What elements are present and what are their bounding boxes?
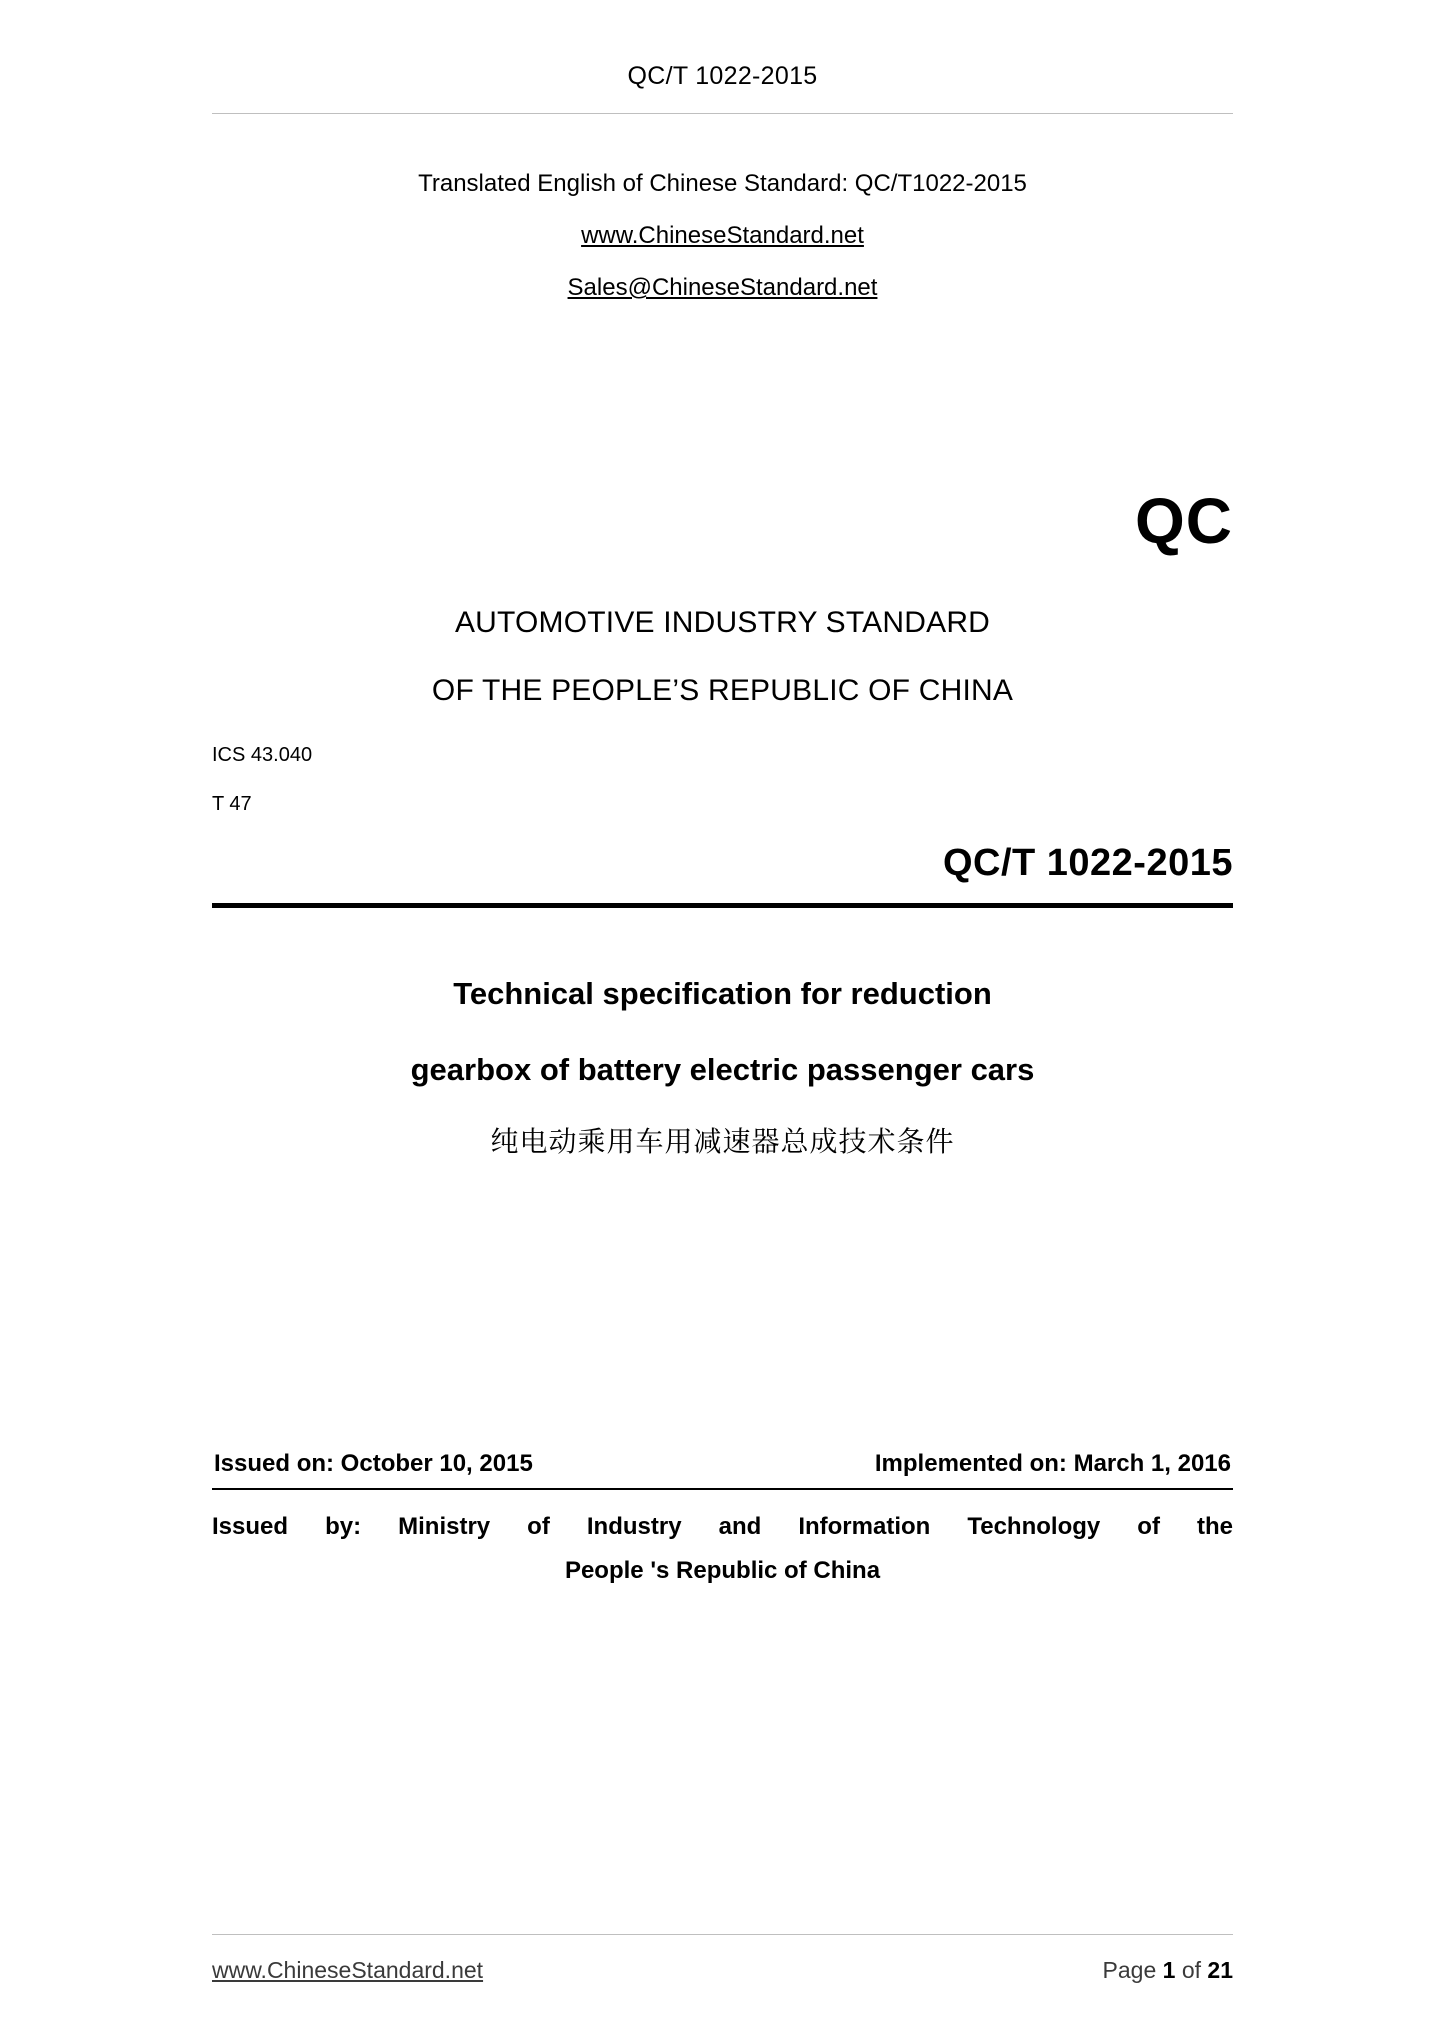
standard-number: QC/T 1022-2015	[942, 842, 1233, 884]
header-divider	[212, 113, 1233, 114]
page-total: 21	[1207, 1957, 1233, 1983]
document-title-line-2: gearbox of battery electric passenger cars	[410, 1052, 1035, 1087]
standard-body-line-1: AUTOMOTIVE INDUSTRY STANDARD	[454, 606, 991, 639]
page-middle: of	[1175, 1957, 1208, 1983]
page-number: 1	[1162, 1957, 1176, 1983]
page-indicator	[1103, 1957, 1233, 1984]
ics-code: ICS 43.040	[212, 744, 313, 766]
qc-logo: QC	[1135, 485, 1233, 557]
standard-body-line-2: OF THE PEOPLE’S REPUBLIC OF CHINA	[431, 674, 1014, 707]
website-link[interactable]: www.ChineseStandard.net	[581, 222, 864, 249]
implemented-on-date: Implemented on: March 1, 2016	[874, 1450, 1231, 1477]
document-title-line-1: Technical specification for reduction	[453, 976, 992, 1011]
document-title	[212, 956, 1233, 1108]
issue-dates-row	[212, 1450, 1233, 1488]
running-header	[212, 0, 1233, 114]
document-title-chinese: 纯电动乘用车用减速器总成技术条件	[490, 1125, 955, 1158]
translation-note: Translated English of Chinese Standard: QC/T1022-2015	[418, 170, 1027, 197]
email-link[interactable]: Sales@ChineseStandard.net	[567, 274, 878, 301]
issue-divider	[212, 1488, 1233, 1490]
page-content	[212, 0, 1233, 2044]
page-prefix: Page	[1102, 1957, 1163, 1983]
footer-site-link[interactable]: www.ChineseStandard.net	[212, 1957, 484, 1983]
classification-code: T 47	[212, 793, 252, 815]
page-footer	[212, 1934, 1233, 1984]
issued-on-date: Issued on: October 10, 2015	[214, 1450, 533, 1477]
running-header-text: QC/T 1022-2015	[627, 62, 818, 90]
footer-row	[212, 1935, 1233, 1984]
issued-by-line-2: People 's Republic of China	[564, 1557, 881, 1584]
translation-block	[212, 158, 1233, 314]
issued-by-line-1: Issued by: Ministry of Industry and Information Technology of the	[212, 1513, 1233, 1540]
title-divider	[212, 903, 1233, 908]
